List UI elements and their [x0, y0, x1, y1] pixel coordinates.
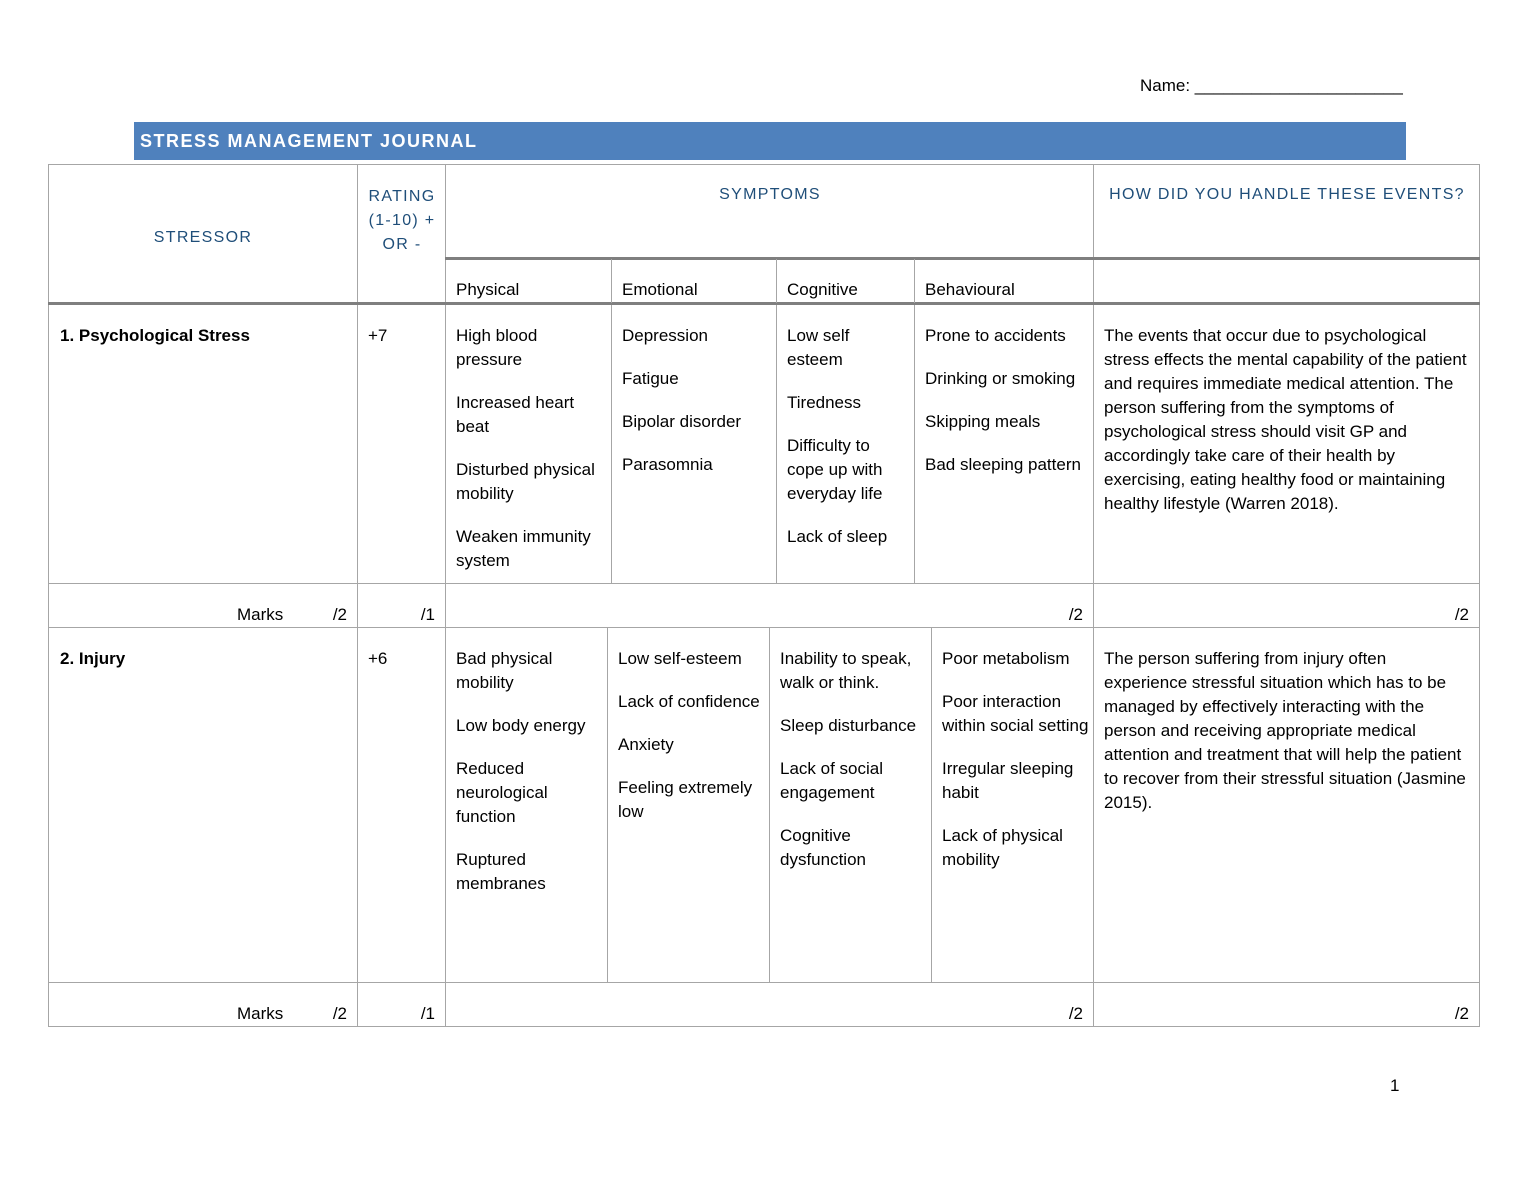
- stressor-rating: +7: [368, 326, 388, 345]
- symptom-item: Fatigue: [622, 369, 679, 388]
- subheader-cognitive: Cognitive: [787, 280, 858, 299]
- symptom-item: High blood pressure: [456, 326, 538, 369]
- symptom-item: Bipolar disorder: [622, 412, 742, 431]
- symptom-item: Anxiety: [618, 735, 674, 754]
- marks-handling: /2: [1454, 605, 1469, 624]
- subheader-behavioural: Behavioural: [925, 280, 1015, 299]
- header-symptoms: SYMPTOMS: [719, 186, 821, 203]
- table-left-border: [48, 164, 49, 1027]
- col-divider: [776, 259, 777, 303]
- col-divider: [914, 259, 915, 303]
- symptom-item: Difficulty to cope up with everyday life: [787, 436, 883, 503]
- symptom-item: Feeling extremely low: [618, 778, 753, 821]
- stressor-name: 1. Psychological Stress: [60, 326, 250, 345]
- header-rating: RATING (1-10) + OR -: [368, 188, 436, 253]
- journal-title-banner: STRESS MANAGEMENT JOURNAL: [134, 122, 1406, 160]
- symptom-item: Poor metabolism: [942, 649, 1070, 668]
- subheader-physical: Physical: [456, 280, 520, 299]
- symptom-item: Irregular sleeping habit: [942, 759, 1074, 802]
- cognitive-symptoms: [780, 647, 928, 872]
- symptom-item: Increased heart beat: [456, 393, 575, 436]
- marks-handling: /2: [1454, 1004, 1469, 1023]
- marks-symptoms: /2: [1068, 1004, 1083, 1023]
- marks-label: Marks: [237, 605, 284, 624]
- marks-stressor: /2: [332, 1004, 347, 1023]
- row-divider: [48, 627, 1480, 628]
- header-handling: HOW DID YOU HANDLE THESE EVENTS?: [1109, 186, 1465, 203]
- table-bottom-border: [48, 1026, 1480, 1027]
- col-divider: [931, 627, 932, 983]
- header-divider: [445, 257, 1480, 260]
- header-bottom-divider: [48, 302, 1480, 305]
- col-divider: [611, 259, 612, 303]
- symptom-item: Tiredness: [787, 393, 862, 412]
- name-field[interactable]: Name: ______________________: [1140, 76, 1403, 95]
- symptom-item: Skipping meals: [925, 412, 1041, 431]
- symptom-item: Cognitive dysfunction: [780, 826, 866, 869]
- emotional-symptoms: [622, 324, 772, 477]
- symptom-item: Inability to speak, walk or think.: [780, 649, 912, 692]
- symptom-item: Reduced neurological function: [456, 759, 548, 826]
- stressor-rating: +6: [368, 649, 388, 668]
- col-divider: [611, 305, 612, 584]
- marks-rating: /1: [420, 605, 435, 624]
- symptom-item: Disturbed physical mobility: [456, 460, 595, 503]
- symptom-item: Low self-esteem: [618, 649, 742, 668]
- symptom-item: Parasomnia: [622, 455, 713, 474]
- emotional-symptoms: [618, 647, 766, 824]
- behavioural-symptoms: [942, 647, 1090, 872]
- physical-symptoms: [456, 647, 602, 896]
- col-divider: [357, 164, 358, 1027]
- cognitive-symptoms: [787, 324, 909, 549]
- col-divider: [769, 627, 770, 983]
- col-divider: [914, 305, 915, 584]
- col-divider: [1093, 164, 1094, 1027]
- symptom-item: Low body energy: [456, 716, 586, 735]
- symptom-item: Low self esteem: [787, 326, 850, 369]
- symptom-item: Poor interaction within social setting: [942, 692, 1089, 735]
- stressor-name: 2. Injury: [60, 649, 126, 668]
- header-stressor: STRESSOR: [153, 229, 253, 246]
- symptom-item: Lack of confidence: [618, 692, 760, 711]
- symptom-item: Ruptured membranes: [456, 850, 546, 893]
- marks-rating: /1: [420, 1004, 435, 1023]
- subheader-emotional: Emotional: [622, 280, 698, 299]
- col-divider: [776, 305, 777, 584]
- marks-label: Marks: [237, 1004, 284, 1023]
- handling-text: The events that occur due to psychological stress effects the mental capability of the patient and requires immediate medical attention. The person suffering from the symptoms of psychological stress should visit GP and accordingly take care of their health by exercising, eating healthy food or maintaining healthy lifestyle (Warren 2018).: [1104, 326, 1467, 513]
- handling-text: The person suffering from injury often experience stressful situation which has to be managed by effectively interacting with the person and receiving appropriate medical attention and treatment that will help the patient to recover from their stressful situation (Jasmine 2015).: [1104, 649, 1466, 812]
- col-divider: [445, 164, 446, 1027]
- row-divider: [48, 583, 1480, 584]
- row-divider: [48, 982, 1480, 983]
- table-top-border: [48, 164, 1480, 165]
- symptom-item: Lack of sleep: [787, 527, 888, 546]
- symptom-item: Weaken immunity system: [456, 527, 591, 570]
- physical-symptoms: [456, 324, 606, 573]
- marks-stressor: /2: [332, 605, 347, 624]
- symptom-item: Lack of physical mobility: [942, 826, 1063, 869]
- page-number: 1: [1390, 1076, 1400, 1095]
- symptom-item: Drinking or smoking: [925, 369, 1076, 388]
- symptom-item: Bad physical mobility: [456, 649, 553, 692]
- table-right-border: [1479, 164, 1480, 1027]
- symptom-item: Sleep disturbance: [780, 716, 917, 735]
- marks-symptoms: /2: [1068, 605, 1083, 624]
- symptom-item: Bad sleeping pattern: [925, 455, 1081, 474]
- behavioural-symptoms: [925, 324, 1090, 477]
- symptom-item: Depression: [622, 326, 708, 345]
- col-divider: [607, 627, 608, 983]
- symptom-item: Lack of social engagement: [780, 759, 883, 802]
- symptom-item: Prone to accidents: [925, 326, 1066, 345]
